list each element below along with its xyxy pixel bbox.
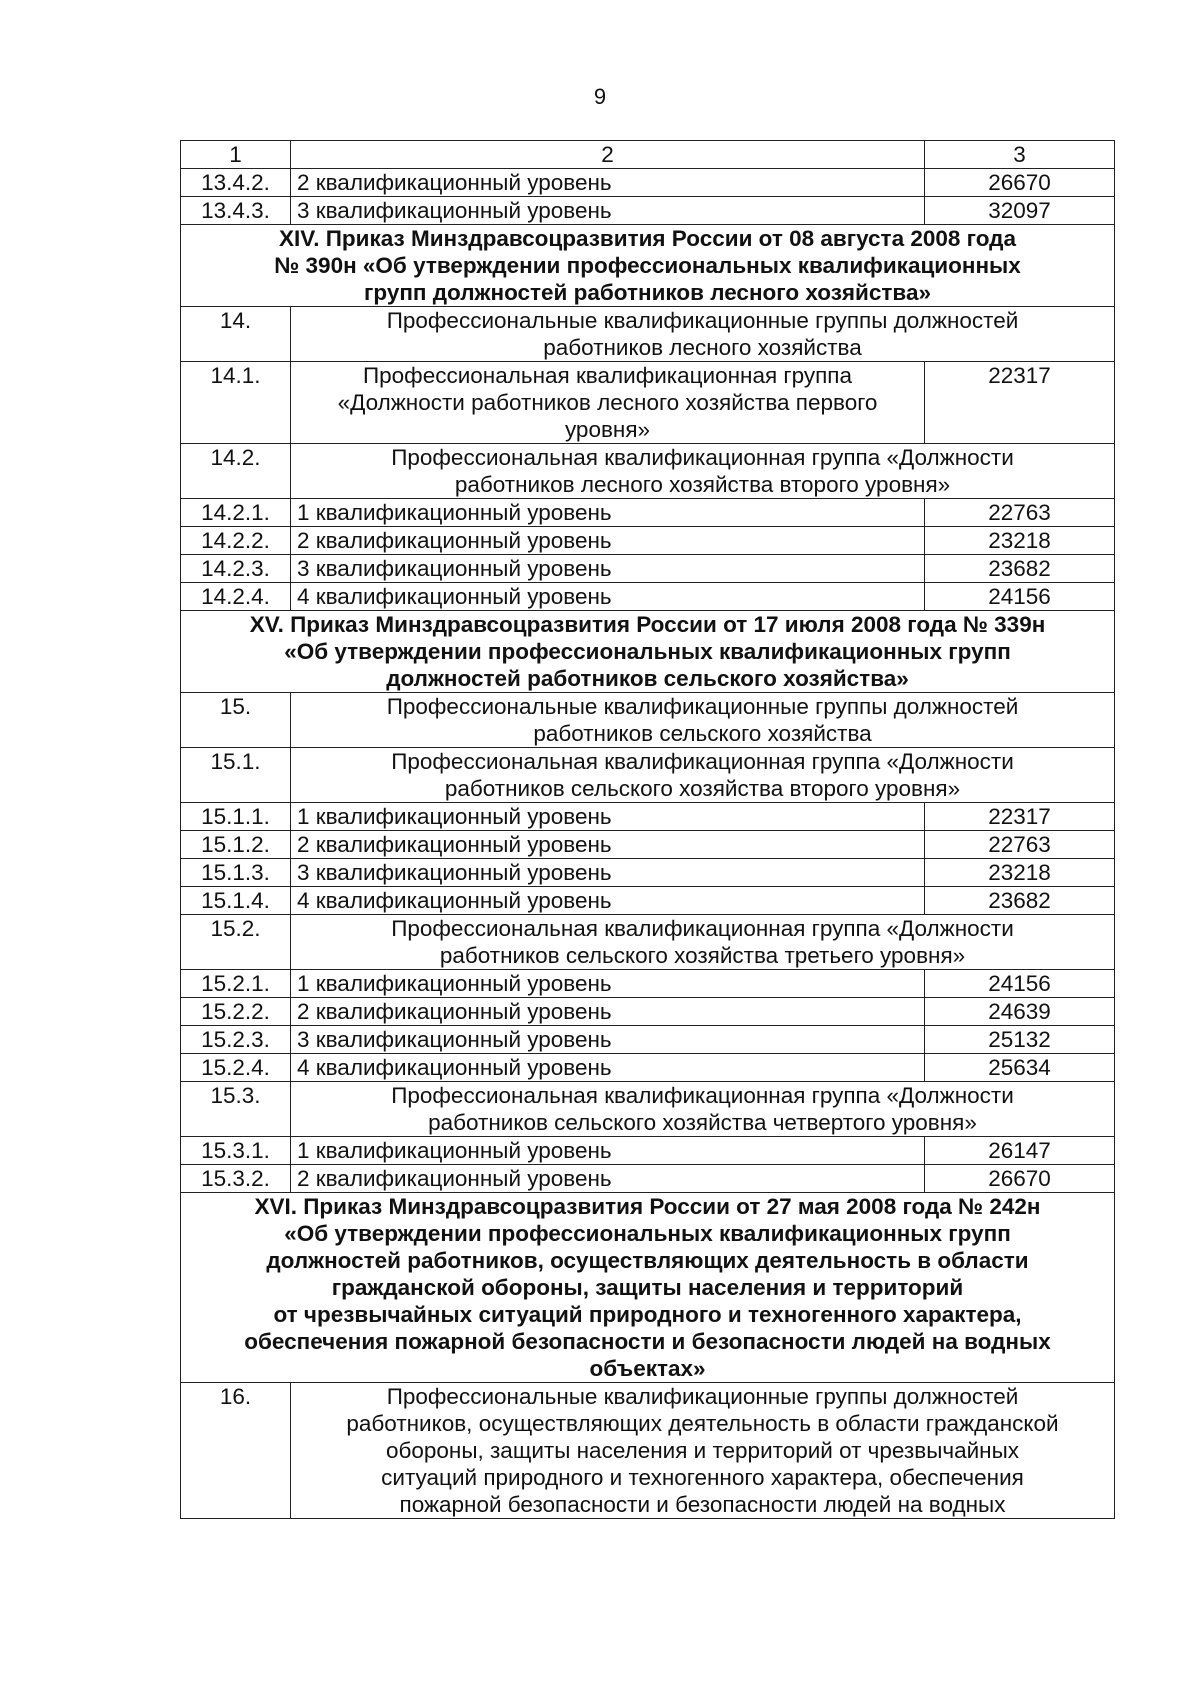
section-heading-xiv <box>181 225 1115 307</box>
group-line: работников, осуществляющих деятельность в области гражданской <box>346 1411 1059 1436</box>
header-col-1: 1 <box>181 141 291 169</box>
table-row <box>181 831 1115 859</box>
table-row <box>181 970 1115 998</box>
table-row <box>181 527 1115 555</box>
row-name: 3 квалификационный уровень <box>291 197 925 225</box>
group-name <box>291 362 925 444</box>
row-value: 25132 <box>925 1026 1115 1054</box>
row-name: 3 квалификационный уровень <box>291 859 925 887</box>
group-row <box>181 1383 1115 1519</box>
row-value: 26670 <box>925 1165 1115 1193</box>
section-heading-row <box>181 1193 1115 1383</box>
section-line: XVI. Приказ Минздравсоцразвития России от 27 мая 2008 года № 242н <box>254 1194 1041 1219</box>
group-line: работников сельского хозяйства четвертого уровня» <box>428 1110 977 1135</box>
row-name: 2 квалификационный уровень <box>291 527 925 555</box>
row-value: 23218 <box>925 527 1115 555</box>
row-value: 25634 <box>925 1054 1115 1082</box>
section-heading-row <box>181 611 1115 693</box>
group-row <box>181 444 1115 499</box>
row-name: 2 квалификационный уровень <box>291 169 925 197</box>
row-name: 4 квалификационный уровень <box>291 887 925 915</box>
row-name: 3 квалификационный уровень <box>291 555 925 583</box>
group-row <box>181 693 1115 748</box>
row-value: 23682 <box>925 887 1115 915</box>
group-line: Профессиональные квалификационные группы должностей <box>386 694 1019 719</box>
group-line: Профессиональные квалификационные группы должностей <box>386 308 1019 333</box>
row-value: 26670 <box>925 169 1115 197</box>
row-name: 1 квалификационный уровень <box>291 499 925 527</box>
group-name <box>291 915 1115 970</box>
row-name: 1 квалификационный уровень <box>291 1137 925 1165</box>
row-code: 14.2.1. <box>181 499 291 527</box>
row-code: 14.2.2. <box>181 527 291 555</box>
table-row <box>181 887 1115 915</box>
row-value: 23682 <box>925 555 1115 583</box>
group-line: обороны, защиты населения и территорий от чрезвычайных <box>385 1438 1020 1463</box>
section-line: «Об утверждении профессиональных квалификационных групп <box>284 1221 1011 1246</box>
group-row <box>181 1082 1115 1137</box>
group-code: 15. <box>181 693 291 748</box>
row-code: 15.1.1. <box>181 803 291 831</box>
section-line: обеспечения пожарной безопасности и безопасности людей на водных <box>244 1329 1051 1354</box>
group-value: 22317 <box>925 362 1115 444</box>
section-heading-xv <box>181 611 1115 693</box>
group-code: 14. <box>181 307 291 362</box>
group-name <box>291 307 1115 362</box>
row-code: 13.4.2. <box>181 169 291 197</box>
row-code: 15.1.2. <box>181 831 291 859</box>
row-name: 4 квалификационный уровень <box>291 583 925 611</box>
section-line: должностей работников сельского хозяйства» <box>386 666 909 691</box>
section-heading-xvi <box>181 1193 1115 1383</box>
section-line: должностей работников, осуществляющих деятельность в области <box>266 1248 1029 1273</box>
group-line: Профессиональная квалификационная группа «Должности <box>391 916 1014 941</box>
header-col-3: 3 <box>925 141 1115 169</box>
row-code: 14.2.3. <box>181 555 291 583</box>
section-line: «Об утверждении профессиональных квалификационных групп <box>284 639 1011 664</box>
group-name <box>291 1082 1115 1137</box>
group-line: пожарной безопасности и безопасности людей на водных <box>399 1492 1006 1517</box>
group-row <box>181 362 1115 444</box>
section-line: групп должностей работников лесного хозяйства» <box>364 280 931 305</box>
group-name <box>291 444 1115 499</box>
header-col-2: 2 <box>291 141 925 169</box>
group-line: Профессиональная квалификационная группа «Должности <box>391 1083 1014 1108</box>
row-value: 24156 <box>925 970 1115 998</box>
group-name <box>291 748 1115 803</box>
group-line: Профессиональная квалификационная группа «Должности <box>391 749 1014 774</box>
row-code: 15.2.1. <box>181 970 291 998</box>
group-code: 15.2. <box>181 915 291 970</box>
table-row <box>181 1054 1115 1082</box>
row-code: 15.3.1. <box>181 1137 291 1165</box>
row-code: 15.3.2. <box>181 1165 291 1193</box>
row-code: 13.4.3. <box>181 197 291 225</box>
row-value: 22763 <box>925 831 1115 859</box>
group-code: 15.3. <box>181 1082 291 1137</box>
row-value: 23218 <box>925 859 1115 887</box>
table-row <box>181 1165 1115 1193</box>
row-value: 26147 <box>925 1137 1115 1165</box>
table-header-row <box>181 141 1115 169</box>
table-row <box>181 859 1115 887</box>
group-line: работников сельского хозяйства третьего уровня» <box>439 943 966 968</box>
section-line: гражданской обороны, защиты населения и территорий <box>331 1275 964 1300</box>
section-line: XIV. Приказ Минздравсоцразвития России от 08 августа 2008 года <box>279 226 1016 251</box>
table-row <box>181 555 1115 583</box>
group-code: 14.1. <box>181 362 291 444</box>
table-row <box>181 1026 1115 1054</box>
salary-table <box>180 140 1115 1519</box>
group-line: работников лесного хозяйства <box>543 335 862 360</box>
table-row <box>181 998 1115 1026</box>
row-value: 22763 <box>925 499 1115 527</box>
table-row <box>181 583 1115 611</box>
group-code: 16. <box>181 1383 291 1519</box>
row-code: 15.1.3. <box>181 859 291 887</box>
group-row <box>181 915 1115 970</box>
row-name: 2 квалификационный уровень <box>291 998 925 1026</box>
section-heading-row <box>181 225 1115 307</box>
row-name: 1 квалификационный уровень <box>291 803 925 831</box>
group-line: уровня» <box>564 417 651 442</box>
table-row <box>181 803 1115 831</box>
row-code: 15.2.4. <box>181 1054 291 1082</box>
table-row <box>181 197 1115 225</box>
page-number: 9 <box>593 84 607 109</box>
row-value: 24639 <box>925 998 1115 1026</box>
group-line: ситуаций природного и техногенного характера, обеспечения <box>381 1465 1024 1490</box>
row-name: 4 квалификационный уровень <box>291 1054 925 1082</box>
row-name: 1 квалификационный уровень <box>291 970 925 998</box>
table-row <box>181 1137 1115 1165</box>
row-code: 14.2.4. <box>181 583 291 611</box>
group-code: 14.2. <box>181 444 291 499</box>
row-name: 2 квалификационный уровень <box>291 831 925 859</box>
row-name: 3 квалификационный уровень <box>291 1026 925 1054</box>
section-line: № 390н «Об утверждении профессиональных квалификационных <box>274 253 1021 278</box>
group-code: 15.1. <box>181 748 291 803</box>
group-line: Профессиональная квалификационная группа «Должности <box>391 445 1014 470</box>
group-line: работников сельского хозяйства <box>533 721 872 746</box>
table-row <box>181 499 1115 527</box>
row-code: 15.1.4. <box>181 887 291 915</box>
row-value: 22317 <box>925 803 1115 831</box>
group-name <box>291 1383 1115 1519</box>
row-value: 32097 <box>925 197 1115 225</box>
group-line: «Должности работников лесного хозяйства первого <box>337 390 878 415</box>
group-row <box>181 748 1115 803</box>
group-row <box>181 307 1115 362</box>
table-row <box>181 169 1115 197</box>
group-line: Профессиональная квалификационная группа <box>362 363 853 388</box>
row-value: 24156 <box>925 583 1115 611</box>
section-line: объектах» <box>589 1356 706 1381</box>
group-line: работников сельского хозяйства второго уровня» <box>444 776 961 801</box>
group-line: Профессиональные квалификационные группы должностей <box>386 1384 1019 1409</box>
section-line: XV. Приказ Минздравсоцразвития России от 17 июля 2008 года № 339н <box>249 612 1046 637</box>
row-code: 15.2.2. <box>181 998 291 1026</box>
row-name: 2 квалификационный уровень <box>291 1165 925 1193</box>
section-line: от чрезвычайных ситуаций природного и техногенного характера, <box>273 1302 1022 1327</box>
group-name <box>291 693 1115 748</box>
group-line: работников лесного хозяйства второго уровня» <box>454 472 951 497</box>
row-code: 15.2.3. <box>181 1026 291 1054</box>
